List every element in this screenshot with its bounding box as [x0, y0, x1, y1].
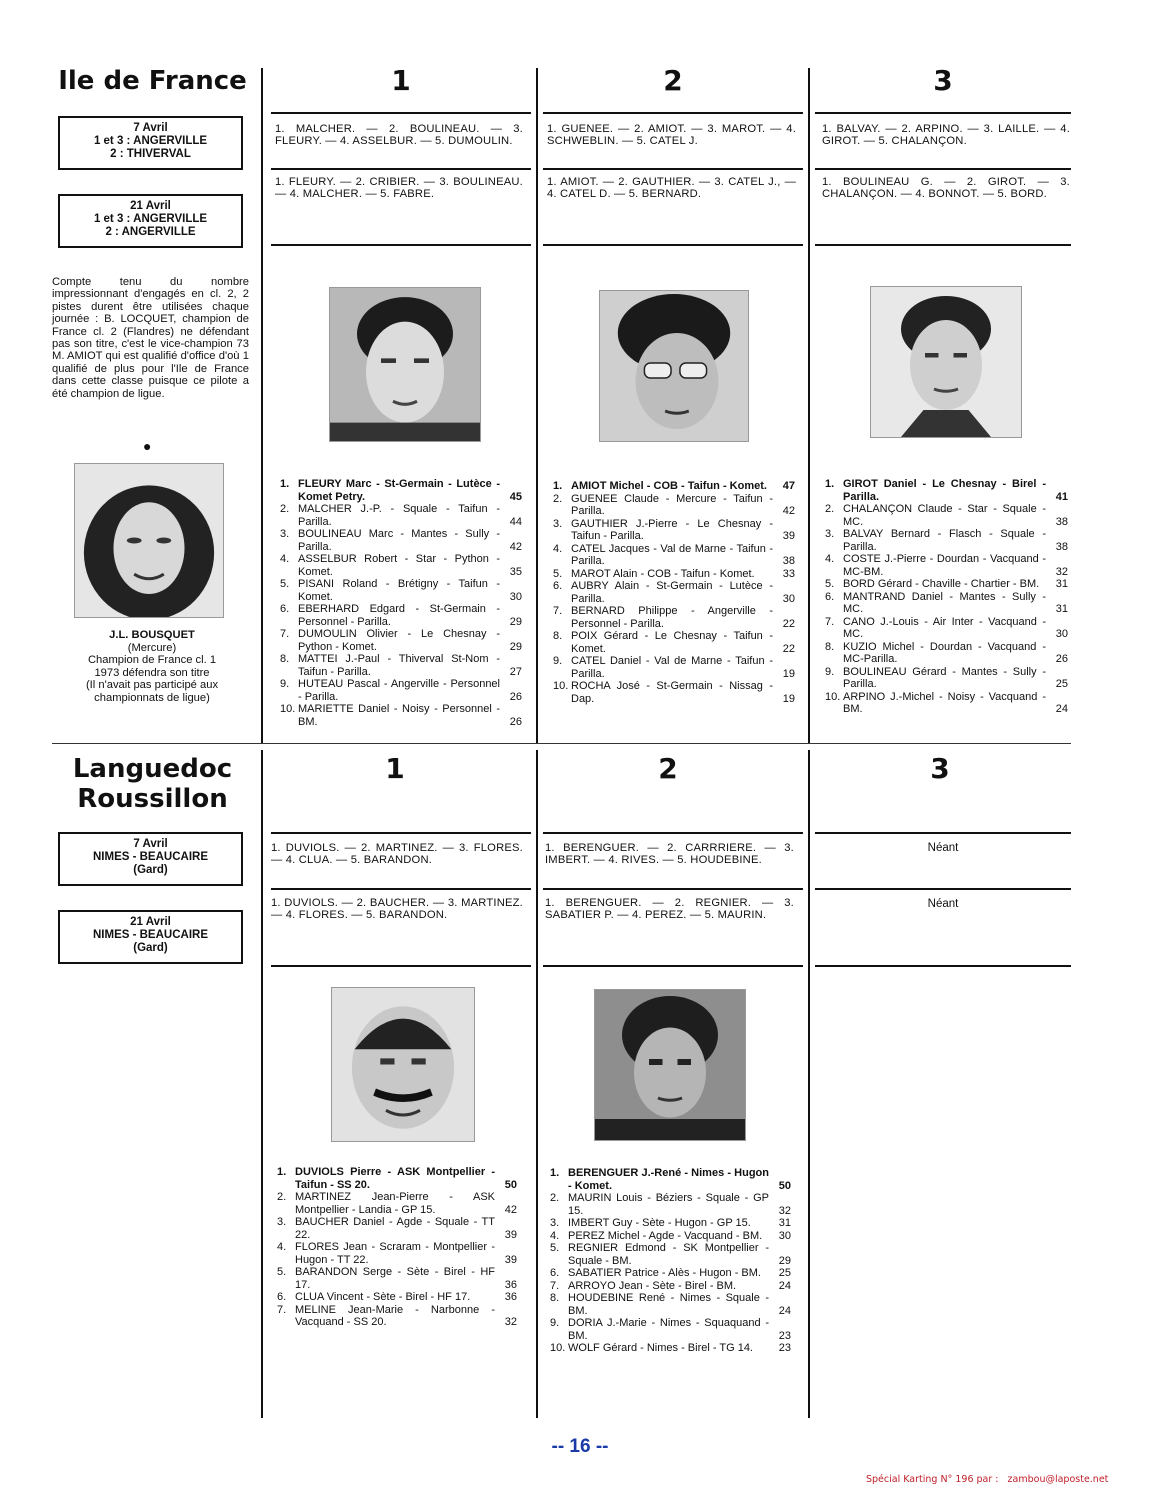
- race-result-day1: 1. GUENEE. — 2. AMIOT. — 3. MAROT. — 4. SCHWEBLIN. — 5. CATEL J.: [547, 123, 796, 147]
- rank-number: 3.: [825, 528, 835, 540]
- rank-number: 6.: [550, 1267, 560, 1279]
- race-result-day2: 1. FLEURY. — 2. CRIBIER. — 3. BOULINEAU. — 4. MALCHER. — 5. FABRE.: [275, 176, 523, 200]
- date-box-21-avril: [58, 194, 243, 248]
- rank-driver: POIX Gérard - Le Chesnay - Taifun - Komet.: [571, 630, 773, 655]
- column-rule: [261, 68, 263, 744]
- rank-driver: KUZIO Michel - Dourdan - Vacquand - MC-Parilla.: [843, 640, 1046, 665]
- rule: [815, 112, 1071, 114]
- rule: [815, 244, 1071, 246]
- ranking-row: [825, 503, 1068, 528]
- region-title-languedoc-roussillon: [55, 754, 250, 814]
- rank-driver: CANO J.-Louis - Air Inter - Vacquand - MC.: [843, 615, 1046, 640]
- rank-number: 10.: [280, 703, 296, 715]
- region-title-line: Languedoc: [72, 754, 233, 784]
- rank-points: 30: [1055, 628, 1068, 640]
- rank-driver: EBERHARD Edgard - St-Germain - Personnel - Parilla.: [298, 603, 500, 628]
- rank-number: 3.: [550, 1217, 560, 1229]
- rank-driver: MARTINEZ Jean-Pierre - ASK Montpellier - Landia - GP 15.: [295, 1191, 495, 1216]
- rank-number: 1.: [550, 1167, 560, 1179]
- rank-driver: REGNIER Edmond - SK Montpellier - Squale - BM.: [568, 1242, 769, 1267]
- rank-number: 5.: [550, 1242, 560, 1254]
- ranking-row: [280, 478, 522, 503]
- rank-driver: ARPINO J.-Michel - Noisy - Vacquand - BM.: [843, 690, 1046, 715]
- date-line: NIMES - BEAUCAIRE: [92, 929, 208, 941]
- ranking-row: [277, 1266, 517, 1291]
- rule: [815, 832, 1071, 834]
- rule: [543, 112, 803, 114]
- rank-number: 2.: [280, 503, 290, 515]
- date-line: 7 Avril: [133, 838, 168, 850]
- portrait-photo-girot: [870, 286, 1022, 438]
- column-head-2: 2: [663, 64, 683, 97]
- rank-number: 7.: [280, 628, 290, 640]
- intro-note: Compte tenu du nombre impressionnant d'engagés en cl. 2, 2 pistes durent être utilisées chaque journée : B. LOCQUET, champion de France cl. 2 (Flandres) ne défendant pas son titre, c'est le vice-champion 73 M. AMIOT qui est qualifié d'office d'où 1 qualifié de plus pour l'Ile de France dans cette classe puisque ce pilote a été champion de ligue.: [52, 276, 249, 400]
- ranking-row: [550, 1317, 791, 1342]
- rank-number: 10.: [825, 690, 841, 703]
- rank-driver: BAUCHER Daniel - Agde - Squale - TT 22.: [295, 1216, 495, 1241]
- rank-driver: BOULINEAU Marc - Mantes - Sully - Parilla.: [298, 528, 500, 553]
- rank-points: 29: [509, 615, 522, 628]
- rule: [271, 888, 531, 890]
- rank-number: 4.: [553, 542, 563, 555]
- rank-number: 9.: [553, 655, 563, 667]
- caption-name: J.L. BOUSQUET: [109, 629, 195, 641]
- date-line: 21 Avril: [130, 916, 171, 928]
- rank-number: 5.: [825, 578, 835, 590]
- rank-driver: BORD Gérard - Chaville - Chartier - BM.: [843, 578, 1040, 590]
- photo-caption: [52, 629, 252, 704]
- rank-driver: FLORES Jean - Scraram - Montpellier - Hugon - TT 22.: [295, 1241, 495, 1266]
- ranking-row: [280, 553, 522, 578]
- rule: [543, 168, 803, 170]
- ranking-list: [280, 478, 522, 728]
- ranking-row: [825, 478, 1068, 503]
- ranking-row: [825, 553, 1068, 578]
- rank-points: 39: [504, 1228, 517, 1241]
- rank-driver: MAURIN Louis - Béziers - Squale - GP 15.: [568, 1192, 769, 1217]
- rank-points: 26: [509, 715, 522, 728]
- rank-driver: FLEURY Marc - St-Germain - Lutèce - Komet Petry.: [298, 478, 500, 503]
- rank-points: 25: [778, 1267, 791, 1279]
- rank-number: 8.: [550, 1292, 560, 1304]
- rule: [271, 965, 531, 967]
- rank-driver: MALCHER J.-P. - Squale - Taifun - Parilla.: [298, 503, 500, 528]
- race-result-day2: 1. BERENGUER. — 2. REGNIER. — 3. SABATIER P. — 4. PEREZ. — 5. MAURIN.: [545, 897, 794, 921]
- ranking-row: [550, 1192, 791, 1217]
- ranking-row: [277, 1191, 517, 1216]
- rank-points: 31: [1055, 578, 1068, 590]
- rank-number: 9.: [550, 1317, 560, 1329]
- rank-points: 41: [1055, 490, 1068, 503]
- ranking-row: [553, 518, 795, 543]
- date-line: 1 et 3 : ANGERVILLE: [93, 213, 208, 225]
- rank-number: 5.: [280, 578, 290, 590]
- portrait-photo-berenguer: [594, 989, 746, 1141]
- rank-driver: GUENEE Claude - Mercure - Taifun - Parilla.: [571, 492, 773, 517]
- date-line: 2 : ANGERVILLE: [105, 226, 196, 238]
- rank-number: 4.: [277, 1241, 287, 1253]
- ranking-row: [550, 1230, 791, 1243]
- ranking-row: [825, 641, 1068, 666]
- ranking-row: [280, 578, 522, 603]
- credit-line: Spécial Karting N° 196 par : zambou@laposte.net: [866, 1474, 1109, 1485]
- race-result-day2: 1. AMIOT. — 2. GAUTHIER. — 3. CATEL J., — 4. CATEL D. — 5. BERNARD.: [547, 176, 796, 200]
- rank-points: 39: [782, 530, 795, 542]
- rank-points: 23: [778, 1342, 791, 1354]
- rank-points: 36: [504, 1278, 517, 1291]
- date-box-21-avril: [58, 910, 243, 964]
- rank-number: 6.: [825, 590, 835, 603]
- rule: [271, 832, 531, 834]
- rank-driver: ARROYO Jean - Sète - Birel - BM.: [568, 1279, 737, 1292]
- caption-line: championnats de ligue): [94, 691, 210, 704]
- column-head-1: 1: [391, 64, 411, 97]
- caption-line: (Mercure): [127, 641, 177, 654]
- rank-driver: COSTE J.-Pierre - Dourdan - Vacquand - MC-BM.: [843, 553, 1046, 578]
- date-box-7-avril: [58, 832, 243, 886]
- ranking-row: [277, 1241, 517, 1266]
- rank-points: 26: [1055, 653, 1068, 665]
- rank-points: 26: [509, 690, 522, 703]
- rank-points: 31: [1055, 603, 1068, 615]
- rank-driver: ASSELBUR Robert - Star - Python - Komet.: [298, 553, 500, 578]
- rank-points: 25: [1055, 678, 1068, 690]
- rank-points: 22: [782, 642, 795, 655]
- ranking-row: [553, 480, 795, 493]
- date-line: (Gard): [133, 864, 168, 876]
- rank-driver: PEREZ Michel - Agde - Vacquand - BM.: [568, 1229, 763, 1242]
- rank-points: 33: [782, 567, 795, 580]
- rank-points: 19: [782, 667, 795, 680]
- rank-driver: CATEL Daniel - Val de Marne - Taifun - Parilla.: [571, 655, 773, 680]
- column-rule: [808, 750, 810, 1418]
- rule: [271, 112, 531, 114]
- rank-number: 2.: [550, 1192, 560, 1204]
- column-rule: [808, 68, 810, 744]
- region-title-line: Roussillon: [77, 784, 228, 814]
- rank-points: 30: [782, 592, 795, 605]
- rank-points: 23: [778, 1329, 791, 1342]
- rank-driver: DUMOULIN Olivier - Le Chesnay - Python - Komet.: [298, 628, 500, 653]
- portrait-photo-fleury: [329, 287, 481, 442]
- rank-driver: MATTEI J.-Paul - Thiverval St-Nom - Taifun - Parilla.: [298, 653, 500, 678]
- rank-number: 4.: [280, 553, 290, 565]
- race-result-day2: 1. BOULINEAU G. — 2. GIROT. — 3. CHALANÇON. — 4. BONNOT. — 5. BORD.: [822, 176, 1070, 200]
- rank-driver: MELINE Jean-Marie - Narbonne - Vacquand - SS 20.: [295, 1303, 495, 1328]
- column-head-2: 2: [658, 752, 678, 785]
- ranking-list: [825, 478, 1068, 716]
- rank-driver: MANTRAND Daniel - Mantes - Sully - MC.: [843, 590, 1046, 615]
- ranking-row: [280, 603, 522, 628]
- rule: [271, 168, 531, 170]
- ranking-row: [277, 1291, 517, 1304]
- rank-driver: GAUTHIER J.-Pierre - Le Chesnay - Taifun - Parilla.: [571, 517, 773, 542]
- rank-number: 7.: [550, 1279, 560, 1292]
- ranking-list: [553, 480, 795, 705]
- bullet: ●: [143, 438, 152, 454]
- rank-points: 24: [778, 1304, 791, 1317]
- rank-driver: MARIETTE Daniel - Noisy - Personnel - BM.: [298, 703, 500, 728]
- rank-points: 47: [782, 480, 795, 492]
- rank-number: 7.: [825, 615, 835, 628]
- rank-driver: BERENGUER J.-René - Nimes - Hugon - Komet.: [568, 1167, 769, 1192]
- rank-number: 10.: [550, 1342, 566, 1354]
- rank-driver: PISANI Roland - Brétigny - Taifun - Komet.: [298, 578, 500, 603]
- date-box-7-avril: [58, 116, 243, 170]
- rank-points: 44: [509, 515, 522, 528]
- portrait-photo-amiot: [599, 290, 749, 442]
- rank-driver: HUTEAU Pascal - Angerville - Personnel - Parilla.: [298, 678, 500, 703]
- rank-number: 7.: [277, 1303, 287, 1316]
- rank-points: 19: [782, 692, 795, 705]
- rank-driver: BOULINEAU Gérard - Mantes - Sully - Parilla.: [843, 665, 1046, 690]
- rank-points: 50: [778, 1179, 791, 1192]
- rank-driver: WOLF Gérard - Nimes - Birel - TG 14.: [568, 1342, 753, 1354]
- ranking-row: [280, 703, 522, 728]
- rank-driver: BERNARD Philippe - Angerville - Personnel - Parilla.: [571, 605, 773, 630]
- race-result-day1: Néant: [927, 842, 959, 854]
- ranking-row: [550, 1167, 791, 1192]
- ranking-row: [550, 1292, 791, 1317]
- rank-number: 3.: [277, 1216, 287, 1228]
- rank-points: 32: [1055, 565, 1068, 578]
- rank-number: 3.: [553, 517, 563, 530]
- rank-points: 24: [1055, 703, 1068, 715]
- ranking-row: [825, 578, 1068, 591]
- ranking-row: [553, 543, 795, 568]
- rank-driver: DORIA J.-Marie - Nimes - Squaquand - BM.: [568, 1317, 769, 1342]
- race-result-day1: 1. MALCHER. — 2. BOULINEAU. — 3. FLEURY. — 4. ASSELBUR. — 5. DUMOULIN.: [275, 123, 523, 147]
- date-line: 2 : THIVERVAL: [110, 148, 191, 160]
- ranking-row: [550, 1280, 791, 1293]
- rank-number: 5.: [553, 567, 563, 580]
- ranking-row: [550, 1342, 791, 1355]
- column-head-3: 3: [930, 752, 950, 785]
- caption-line: Champion de France cl. 1: [87, 654, 217, 666]
- rank-points: 45: [509, 490, 522, 503]
- rank-number: 1.: [553, 480, 563, 492]
- ranking-row: [825, 591, 1068, 616]
- rank-number: 9.: [280, 678, 290, 690]
- race-result-day2: 1. DUVIOLS. — 2. BAUCHER. — 3. MARTINEZ. — 4. FLORES. — 5. BARANDON.: [271, 897, 523, 921]
- rank-driver: IMBERT Guy - Sète - Hugon - GP 15.: [568, 1217, 751, 1229]
- rank-points: 30: [509, 590, 522, 603]
- rank-points: 30: [778, 1229, 791, 1242]
- ranking-row: [280, 678, 522, 703]
- portrait-photo-bousquet: [74, 463, 224, 618]
- ranking-row: [550, 1217, 791, 1230]
- rank-points: 38: [782, 555, 795, 567]
- ranking-row: [277, 1216, 517, 1241]
- rank-driver: MAROT Alain - COB - Taifun - Komet.: [571, 567, 755, 580]
- date-line: 1 et 3 : ANGERVILLE: [93, 135, 208, 147]
- rank-points: 22: [782, 617, 795, 630]
- portrait-photo-duviols: [331, 987, 475, 1142]
- column-head-3: 3: [933, 64, 953, 97]
- ranking-row: [277, 1166, 517, 1191]
- rank-driver: CHALANÇON Claude - Star - Squale - MC.: [843, 503, 1046, 528]
- ranking-row: [553, 605, 795, 630]
- rank-driver: BARANDON Serge - Sète - Birel - HF 17.: [295, 1266, 495, 1291]
- rule: [543, 244, 803, 246]
- rank-points: 29: [509, 640, 522, 653]
- rule: [815, 888, 1071, 890]
- ranking-row: [553, 580, 795, 605]
- rank-driver: CATEL Jacques - Val de Marne - Taifun - Parilla.: [571, 542, 773, 567]
- date-line: NIMES - BEAUCAIRE: [92, 851, 208, 863]
- rank-number: 8.: [553, 630, 563, 642]
- ranking-row: [825, 691, 1068, 716]
- rank-driver: AUBRY Alain - St-Germain - Lutèce - Parilla.: [571, 580, 773, 605]
- date-line: (Gard): [133, 942, 168, 954]
- ranking-row: [280, 503, 522, 528]
- ranking-row: [550, 1242, 791, 1267]
- rank-number: 6.: [280, 603, 290, 615]
- rank-driver: DUVIOLS Pierre - ASK Montpellier - Taifun - SS 20.: [295, 1166, 495, 1191]
- rank-number: 7.: [553, 605, 563, 617]
- race-result-day1: 1. BERENGUER. — 2. CARRRIERE. — 3. IMBERT. — 4. RIVES. — 5. HOUDEBINE.: [545, 842, 794, 866]
- rank-driver: SABATIER Patrice - Alès - Hugon - BM.: [568, 1267, 761, 1279]
- rank-driver: ROCHA José - St-Germain - Nissag - Dap.: [571, 680, 773, 705]
- column-rule: [536, 750, 538, 1418]
- rank-points: 32: [778, 1204, 791, 1217]
- rank-number: 3.: [280, 528, 290, 540]
- rank-points: 35: [509, 565, 522, 578]
- rank-driver: HOUDEBINE René - Nimes - Squale - BM.: [568, 1292, 769, 1317]
- rule: [815, 965, 1071, 967]
- rank-number: 8.: [280, 653, 290, 665]
- ranking-row: [553, 493, 795, 518]
- race-result-day1: 1. BALVAY. — 2. ARPINO. — 3. LAILLE. — 4. GIROT. — 5. CHALANÇON.: [822, 123, 1070, 147]
- rank-number: 2.: [825, 503, 835, 515]
- rank-driver: GIROT Daniel - Le Chesnay - Birel - Parilla.: [843, 478, 1046, 503]
- column-head-1: 1: [385, 752, 405, 785]
- rank-number: 1.: [277, 1166, 287, 1178]
- race-result-day1: 1. DUVIOLS. — 2. MARTINEZ. — 3. FLORES. — 4. CLUA. — 5. BARANDON.: [271, 842, 523, 866]
- rank-number: 2.: [277, 1191, 287, 1203]
- rank-number: 4.: [825, 553, 835, 565]
- rank-points: 50: [504, 1178, 517, 1191]
- rank-points: 29: [778, 1254, 791, 1267]
- date-line: 7 Avril: [133, 122, 168, 134]
- ranking-row: [277, 1304, 517, 1329]
- ranking-row: [825, 666, 1068, 691]
- rule: [543, 965, 803, 967]
- ranking-row: [280, 628, 522, 653]
- rank-points: 42: [504, 1203, 517, 1216]
- rank-points: 38: [1055, 540, 1068, 553]
- rank-points: 27: [509, 665, 522, 678]
- rank-number: 10.: [553, 680, 569, 692]
- rank-points: 31: [778, 1217, 791, 1229]
- rank-points: 32: [504, 1316, 517, 1328]
- rule: [543, 832, 803, 834]
- rank-number: 8.: [825, 640, 835, 653]
- ranking-list: [550, 1167, 791, 1355]
- rank-driver: BALVAY Bernard - Flasch - Squale - Parilla.: [843, 528, 1046, 553]
- rank-points: 42: [782, 505, 795, 517]
- rank-number: 1.: [825, 478, 835, 490]
- ranking-row: [550, 1267, 791, 1280]
- rank-driver: CLUA Vincent - Sète - Birel - HF 17.: [295, 1291, 471, 1303]
- caption-line: (Il n'avait pas participé aux: [85, 679, 219, 691]
- ranking-row: [553, 680, 795, 705]
- rank-points: 24: [778, 1279, 791, 1292]
- rank-number: 4.: [550, 1229, 560, 1242]
- rank-points: 36: [504, 1291, 517, 1303]
- rule: [543, 888, 803, 890]
- ranking-row: [825, 616, 1068, 641]
- region-title-ile-de-france: Ile de France: [58, 66, 247, 96]
- rank-number: 6.: [277, 1291, 287, 1303]
- rule: [271, 244, 531, 246]
- rank-number: 1.: [280, 478, 290, 490]
- rank-points: 39: [504, 1253, 517, 1266]
- race-result-day2: Néant: [927, 898, 959, 910]
- rank-number: 9.: [825, 665, 835, 678]
- date-line: 21 Avril: [130, 200, 171, 212]
- caption-line: 1973 défendra son titre: [94, 666, 210, 679]
- column-rule: [536, 68, 538, 744]
- rank-number: 5.: [277, 1266, 287, 1278]
- ranking-row: [825, 528, 1068, 553]
- ranking-row: [280, 653, 522, 678]
- rank-number: 2.: [553, 492, 563, 505]
- ranking-row: [553, 630, 795, 655]
- rule: [815, 168, 1071, 170]
- rank-number: 6.: [553, 580, 563, 592]
- page-number: -- 16 --: [551, 1436, 609, 1457]
- ranking-row: [553, 655, 795, 680]
- rank-driver: AMIOT Michel - COB - Taifun - Komet.: [571, 480, 767, 492]
- region-separator: [52, 743, 1071, 744]
- rank-points: 42: [509, 540, 522, 553]
- ranking-row: [553, 568, 795, 581]
- ranking-list: [277, 1166, 517, 1329]
- ranking-row: [280, 528, 522, 553]
- rank-points: 38: [1055, 515, 1068, 528]
- column-rule: [261, 750, 263, 1418]
